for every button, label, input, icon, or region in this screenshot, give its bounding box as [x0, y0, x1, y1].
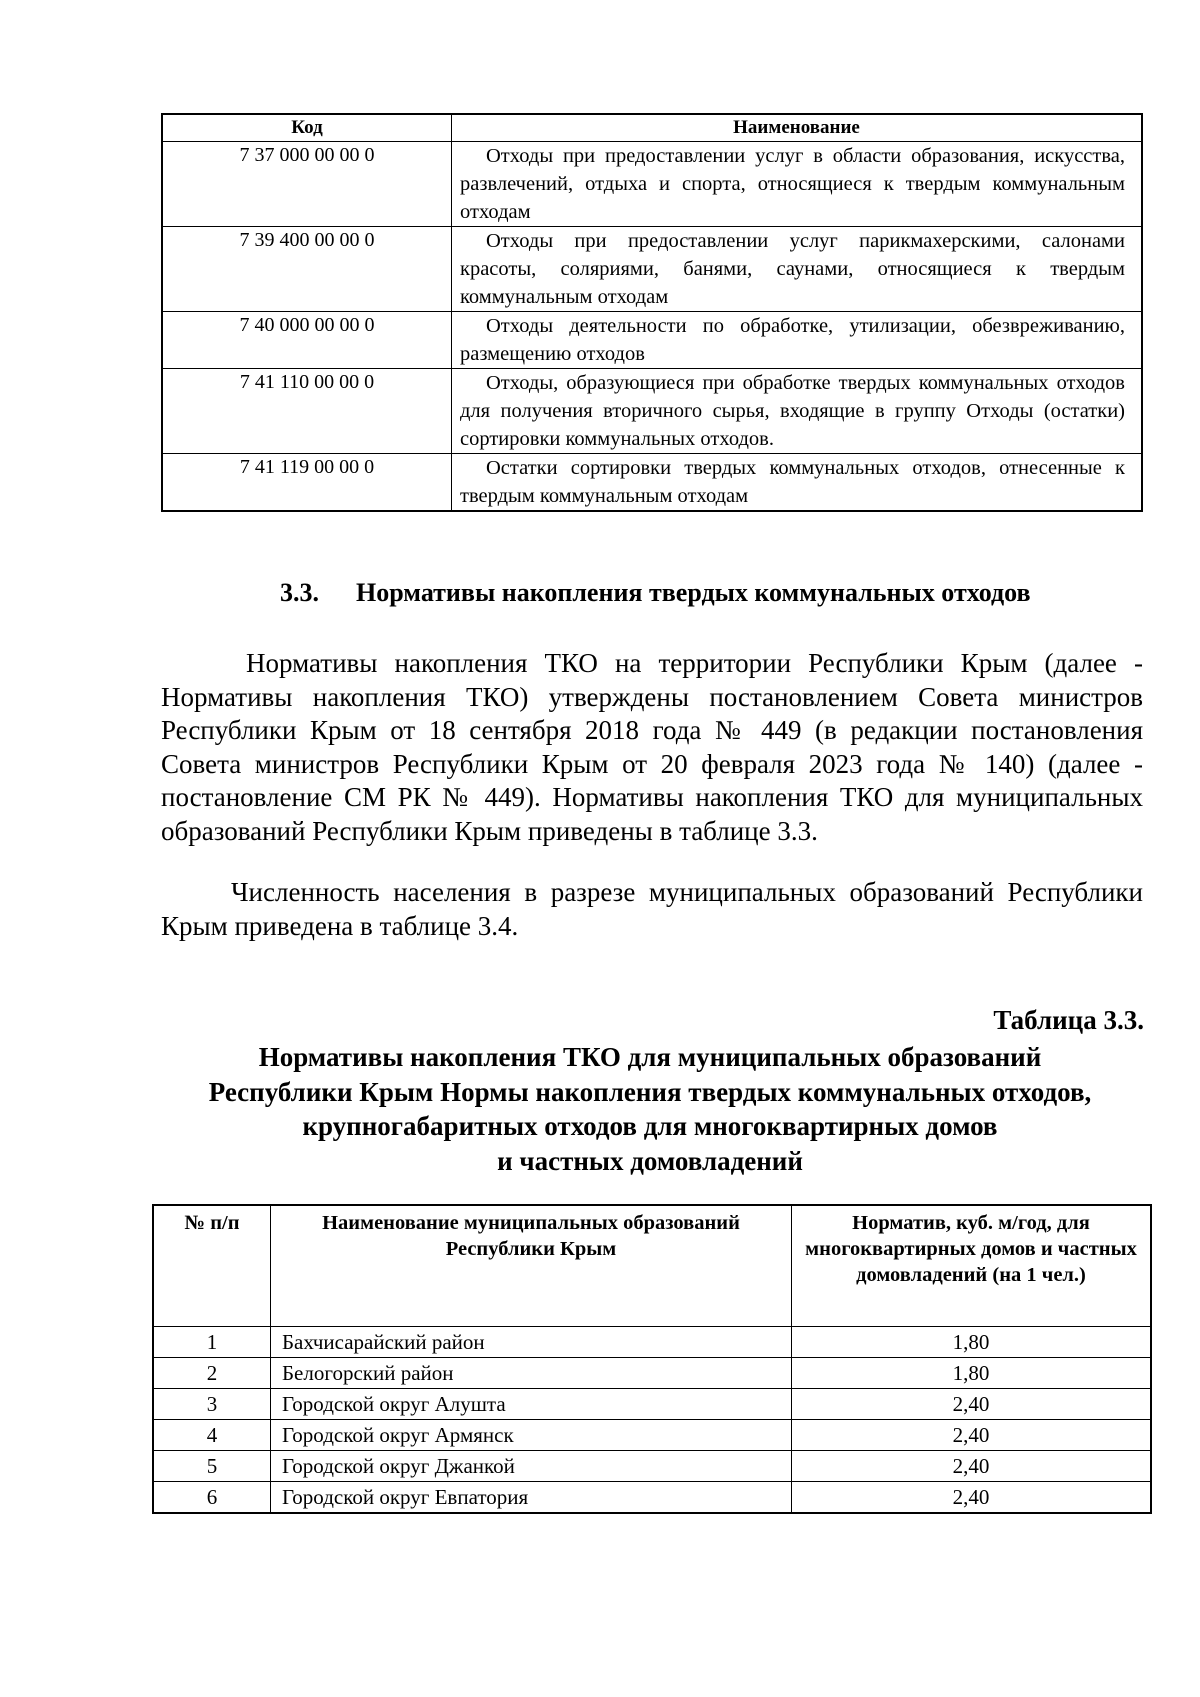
row-number: 2 [153, 1358, 271, 1389]
municipality-name: Белогорский район [271, 1358, 792, 1389]
code-cell: 7 37 000 00 00 0 [162, 142, 452, 227]
table-title-line: крупногабаритных отходов для многоквартирных домов [302, 1111, 998, 1141]
norms-header-name: Наименование муниципальных образований Республики Крым [271, 1205, 792, 1327]
name-cell: Отходы при предоставлении услуг парикмахерскими, салонами красоты, соляриями, банями, саунами, относящиеся к твердым коммунальным отходам [452, 227, 1143, 312]
codes-header-code: Код [162, 114, 452, 142]
row-number: 3 [153, 1389, 271, 1420]
name-cell: Отходы, образующиеся при обработке твердых коммунальных отходов для получения вторичного сырья, входящие в группу Отходы (остатки) сортировки коммунальных отходов. [452, 369, 1143, 454]
row-number: 1 [153, 1327, 271, 1358]
table-row [162, 142, 1142, 227]
codes-table-header-row [162, 114, 1142, 142]
table-title-line: Нормативы накопления ТКО для муниципальных образований [258, 1042, 1042, 1072]
table-title-line: и частных домовладений [497, 1145, 803, 1176]
municipality-name: Городской округ Алушта [271, 1389, 792, 1420]
table-title [150, 1040, 1150, 1178]
table-row [162, 312, 1142, 369]
table-title-line: Республики Крым Нормы накопления твердых коммунальных отходов, [208, 1076, 1092, 1107]
norms-table-header-row [153, 1205, 1151, 1327]
table-row [162, 369, 1142, 454]
norms-table [152, 1204, 1152, 1514]
table-row [153, 1389, 1151, 1420]
code-cell: 7 40 000 00 00 0 [162, 312, 452, 369]
section-number: 3.3. [280, 578, 319, 607]
name-cell: Отходы деятельности по обработке, утилизации, обезвреживанию, размещению отходов [452, 312, 1143, 369]
norm-value: 2,40 [792, 1482, 1152, 1514]
municipality-name: Городской округ Армянск [271, 1420, 792, 1451]
table-row [153, 1451, 1151, 1482]
section-title: Нормативы накопления твердых коммунальных отходов [356, 578, 1031, 607]
row-number: 4 [153, 1420, 271, 1451]
table-row [162, 454, 1142, 512]
table-row [162, 227, 1142, 312]
row-number: 6 [153, 1482, 271, 1514]
norm-value: 2,40 [792, 1420, 1152, 1451]
norms-header-num: № п/п [153, 1205, 271, 1327]
paragraph-norms: Нормативы накопления ТКО на территории Республики Крым (далее - Нормативы накопления ТКО) утверждены постановлением Совета министров Республики Крым от 18 сентября 2018 года № 449 (в редакции постановления Совета министров Республики Крым от 20 февраля 2023 года № 140) (далее - постановление СМ РК № 449). Нормативы накопления ТКО для муниципальных образований Республики Крым приведены в таблице 3.3. [161, 648, 1143, 846]
name-cell: Остатки сортировки твердых коммунальных отходов, отнесенные к твердым коммунальным отходам [452, 454, 1143, 512]
norm-value: 2,40 [792, 1389, 1152, 1420]
section-heading [280, 578, 1140, 608]
name-cell: Отходы при предоставлении услуг в области образования, искусства, развлечений, отдыха и спорта, относящиеся к твердым коммунальным отходам [452, 142, 1143, 227]
table-row [153, 1327, 1151, 1358]
norm-value: 1,80 [792, 1358, 1152, 1389]
code-cell: 7 41 110 00 00 0 [162, 369, 452, 454]
codes-table [161, 113, 1143, 512]
code-cell: 7 39 400 00 00 0 [162, 227, 452, 312]
municipality-name: Городской округ Евпатория [271, 1482, 792, 1514]
table-row [153, 1358, 1151, 1389]
municipality-name: Городской округ Джанкой [271, 1451, 792, 1482]
code-cell: 7 41 119 00 00 0 [162, 454, 452, 512]
row-number: 5 [153, 1451, 271, 1482]
norms-header-norm: Норматив, куб. м/год, для многоквартирных домов и частных домовладений (на 1 чел.) [792, 1205, 1152, 1327]
codes-header-name: Наименование [452, 114, 1143, 142]
norm-value: 1,80 [792, 1327, 1152, 1358]
table-row [153, 1482, 1151, 1514]
table-row [153, 1420, 1151, 1451]
norm-value: 2,40 [792, 1451, 1152, 1482]
paragraph-population: Численность населения в разрезе муниципальных образований Республики Крым приведена в таблице 3.4. [161, 877, 1143, 941]
municipality-name: Бахчисарайский район [271, 1327, 792, 1358]
table-label: Таблица 3.3. [993, 1005, 1144, 1035]
